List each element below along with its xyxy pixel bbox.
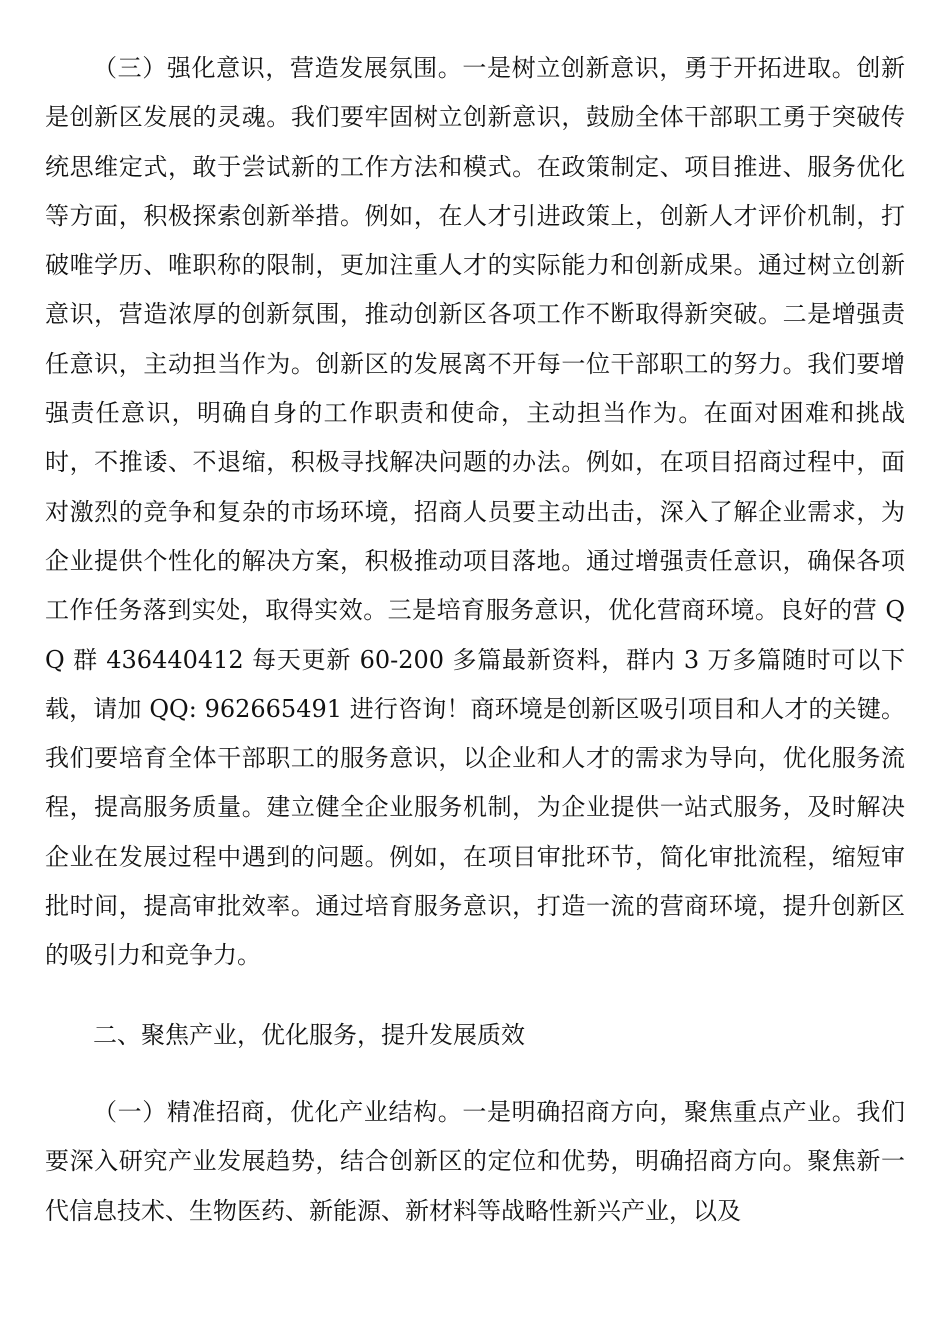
section-heading-two: 二、聚焦产业，优化服务，提升发展质效: [93, 1020, 525, 1049]
paragraph-precise-investment: （一）精准招商，优化产业结构。一是明确招商方向，聚焦重点产业。我们要深入研究产业发展趋势，结合创新区的定位和优势，明确招商方向。聚焦新一代信息技术、生物医药、新能源、新材料等战略性新兴产业，以及: [45, 1097, 905, 1225]
paragraph-strengthen-awareness: （三）强化意识，营造发展氛围。一是树立创新意识，勇于开拓进取。创新是创新区发展的灵魂。我们要牢固树立创新意识，鼓励全体干部职工勇于突破传统思维定式，敢于尝试新的工作方法和模式。在政策制定、项目推进、服务优化等方面，积极探索创新举措。例如，在人才引进政策上，创新人才评价机制，打破唯学历、唯职称的限制，更加注重人才的实际能力和创新成果。通过树立创新意识，营造浓厚的创新氛围，推动创新区各项工作不断取得新突破。二是增强责任意识，主动担当作为。创新区的发展离不开每一位干部职工的努力。我们要增强责任意识，明确自身的工作职责和使命，主动担当作为。在面对困难和挑战时，不推诿、不退缩，积极寻找解决问题的办法。例如，在项目招商过程中，面对激烈的竞争和复杂的市场环境，招商人员要主动出击，深入了解企业需求，为企业提供个性化的解决方案，积极推动项目落地。通过增强责任意识，确保各项工作任务落到实处，取得实效。三是培育服务意识，优化营商环境。良好的营 QQ 群 436440412 每天更新 60-200 多篇最新资料，群内 3 万多篇随时可以下载，请加 QQ: 962665491 进行咨询！商环境是创新区吸引项目和人才的关键。我们要培育全体干部职工的服务意识，以企业和人才的需求为导向，优化服务流程，提高服务质量。建立健全企业服务机制，为企业提供一站式服务，及时解决企业在发展过程中遇到的问题。例如，在项目审批环节，简化审批流程，缩短审批时间，提高审批效率。通过培育服务意识，打造一流的营商环境，提升创新区的吸引力和竞争力。: [45, 54, 905, 970]
paragraph-spacer: [45, 981, 905, 1011]
paragraph-spacer: [45, 1060, 905, 1088]
document-page: [45, 44, 905, 1236]
